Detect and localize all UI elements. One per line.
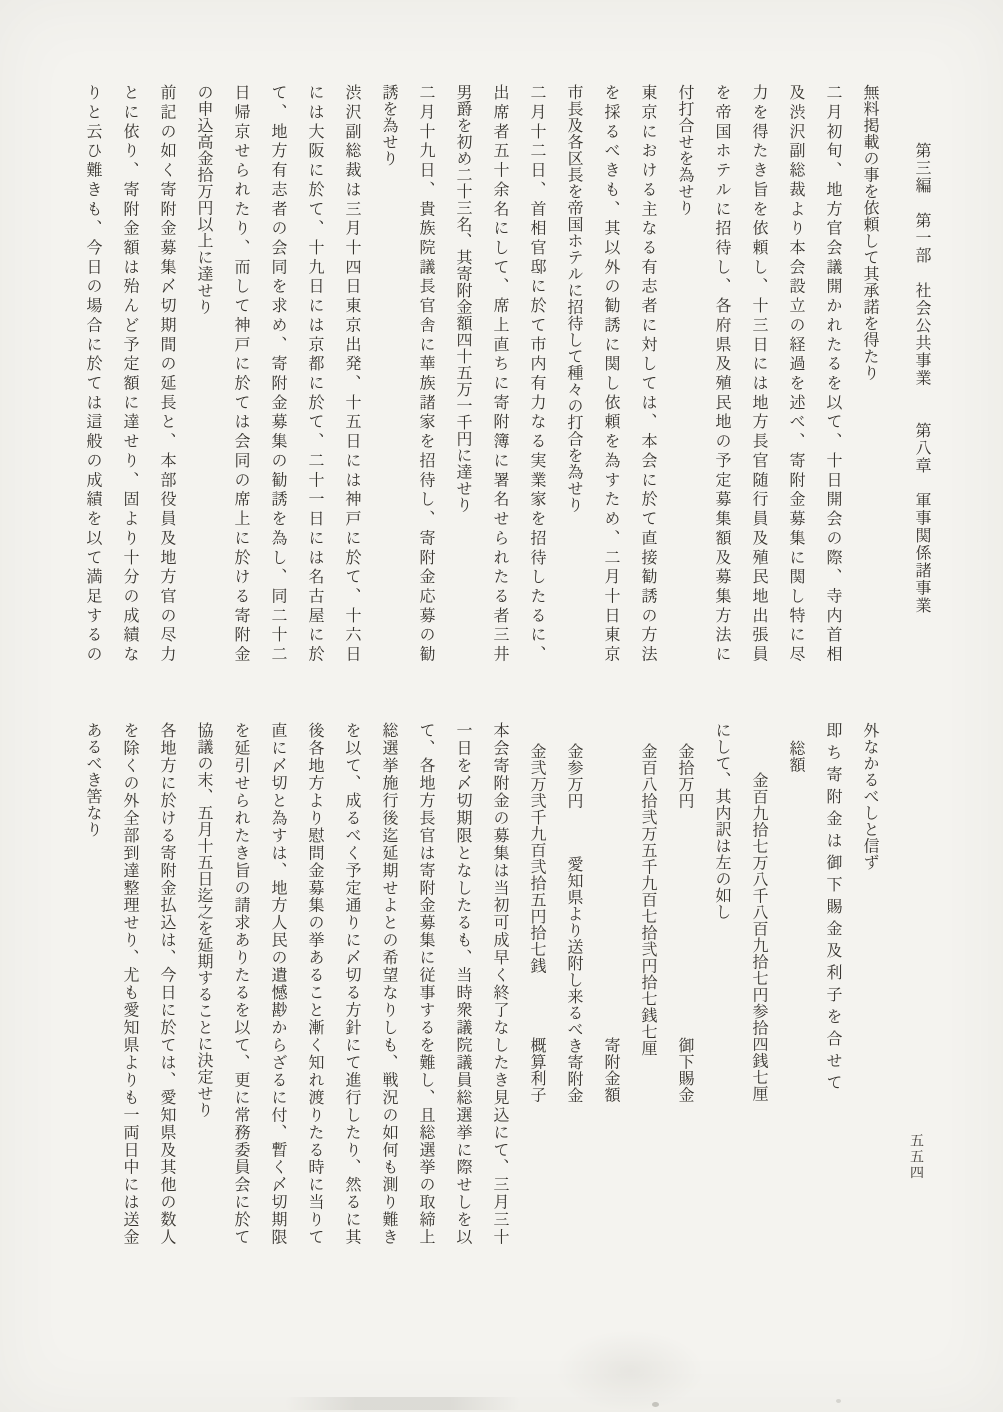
text-line: 誘を為せり	[380, 84, 399, 167]
text-line: りと云ひ難きも、今日の場合に於ては這般の成績を以て満足するの	[84, 84, 103, 662]
text-line: を以て、成るべく予定通りに〆切る方針にて進行したり、然るに其	[343, 722, 362, 1245]
text-line: 東京における主なる有志者に対しては、本会に於て直接勧誘の方法	[639, 84, 658, 662]
text-line: 男爵を初め二十三名、其寄附金額四十五万一千円に達せり	[454, 84, 473, 513]
text-line: 二月初旬、地方官会議開かれたるを以て、十日開会の際、寺内首相	[824, 84, 843, 662]
text-line: 総選挙施行後迄延期せよとの希望なりしも、戦況の如何も測り難き	[380, 722, 399, 1245]
text-line: にして、其内訳は左の如し	[713, 722, 732, 920]
breakdown-item	[630, 722, 667, 1103]
text-line: とに依り、寄附金額は殆んど予定額に達せり、固より十分の成績な	[121, 84, 140, 662]
total-amount: 金百九拾七万八千八百九拾七円参拾四銭七厘	[750, 772, 769, 1102]
item-amount: 金弐万弐千九百弐拾五円拾七銭	[528, 743, 547, 974]
text-line: 市長及各区長を帝国ホテルに招待して種々の打合を為せり	[565, 84, 584, 513]
running-header: 第三編 第一部 社会公共事業 第八章 軍事関係諸事業	[913, 142, 932, 615]
text-line: には大阪に於て、十九日には京都に於て、二十一日には名古屋に於	[306, 84, 325, 662]
text-line: 協議の末、五月十五日迄之を延期することに決定せり	[195, 722, 214, 1118]
scan-speck	[652, 1402, 659, 1407]
text-line: を延引せられたき旨の請求ありたるを以て、更に常務委員会に於て	[232, 722, 251, 1245]
text-line: を除くの外全部到達整理せり、尤も愛知県よりも一両日中には送金	[121, 722, 140, 1245]
item-label: 愛知県より送附し来るべき寄附金	[565, 855, 584, 1103]
text-line: 前記の如く寄附金募集〆切期間の延長と、本部役員及地方官の尽力	[158, 84, 177, 662]
item-amount: 金百八拾弐万五千九百七拾弐円拾七銭七厘	[639, 743, 658, 1057]
text-line: て、各地方長官は寄附金募集に従事するを難し、且総選挙の取締上	[417, 722, 436, 1245]
page-number: 五五四	[908, 1133, 924, 1181]
item-label: 概算利子	[528, 1037, 547, 1103]
scan-smudge	[285, 1397, 520, 1410]
text-line: 及渋沢副総裁より本会設立の経過を述べ、寄附金募集に関し特に尽	[787, 84, 806, 662]
text-line: 即ち寄附金は御下賜金及利子を合せて	[824, 722, 843, 1096]
text-line: 付打合せを為せり	[676, 84, 695, 216]
breakdown-item	[556, 722, 593, 1103]
item-label: 寄附金額	[602, 1037, 621, 1103]
text-line: 各地方に於ける寄附金払込は、今日に於ては、愛知県及其他の数人	[158, 722, 177, 1245]
total-heading: 総額	[787, 740, 806, 773]
text-line: 出席者五十余名にして、席上直ちに寄附簿に署名せられたる者三井	[491, 84, 510, 662]
text-line: 力を得たき旨を依頼し、十三日には地方長官随行員及殖民地出張員	[750, 84, 769, 662]
text-line: 二月十二日、首相官邸に於て市内有力なる実業家を招待したるに、	[528, 84, 547, 662]
scan-smudge	[555, 1330, 705, 1412]
text-line: 渋沢副総裁は三月十四日東京出発、十五日には神戸に於て、十六日	[343, 84, 362, 662]
text-line: 一日を〆切期限となしたるも、当時衆議院議員総選挙に際せしを以	[454, 722, 473, 1245]
text-line: て、地方有志者の会同を求め、寄附金募集の勧誘を為し、同二十二	[269, 84, 288, 662]
item-amount: 金参万円	[565, 743, 584, 809]
text-line: を帝国ホテルに招待し、各府県及殖民地の予定募集額及募集方法に	[713, 84, 732, 662]
breakdown-item	[667, 722, 704, 1103]
text-line: を採るべきも、其以外の勧誘に関し依頼を為すため、二月十日東京	[602, 84, 621, 662]
text-line: 無料掲載の事を依頼して其承諾を得たり	[861, 84, 880, 381]
text-line: 直に〆切と為すは、地方人民の遺憾尠からざるに付、暫く〆切期限	[269, 722, 288, 1245]
scan-speck	[836, 1399, 841, 1403]
text-line: 二月十九日、貴族院議長官舎に華族諸家を招待し、寄附金応募の勧	[417, 84, 436, 662]
lower-text-block	[75, 722, 889, 1245]
item-label: 御下賜金	[676, 1037, 695, 1103]
text-line: 日帰京せられたり、而して神戸に於ては会同の席上に於ける寄附金	[232, 84, 251, 662]
upper-text-block	[75, 84, 889, 662]
breakdown-item-label	[593, 722, 630, 1103]
text-line: の申込高金拾万円以上に達せり	[195, 84, 214, 315]
text-line: 本会寄附金の募集は当初可成早く終了なしたき見込にて、三月三十	[491, 722, 510, 1245]
breakdown-item	[519, 722, 556, 1103]
item-amount: 金拾万円	[676, 743, 695, 809]
text-line: 外なかるべしと信ず	[861, 722, 880, 871]
text-line: あるべき筈なり	[84, 722, 103, 838]
text-line: 後各地方より慰問金募集の挙あること漸く知れ渡りたる時に当りて	[306, 722, 325, 1245]
